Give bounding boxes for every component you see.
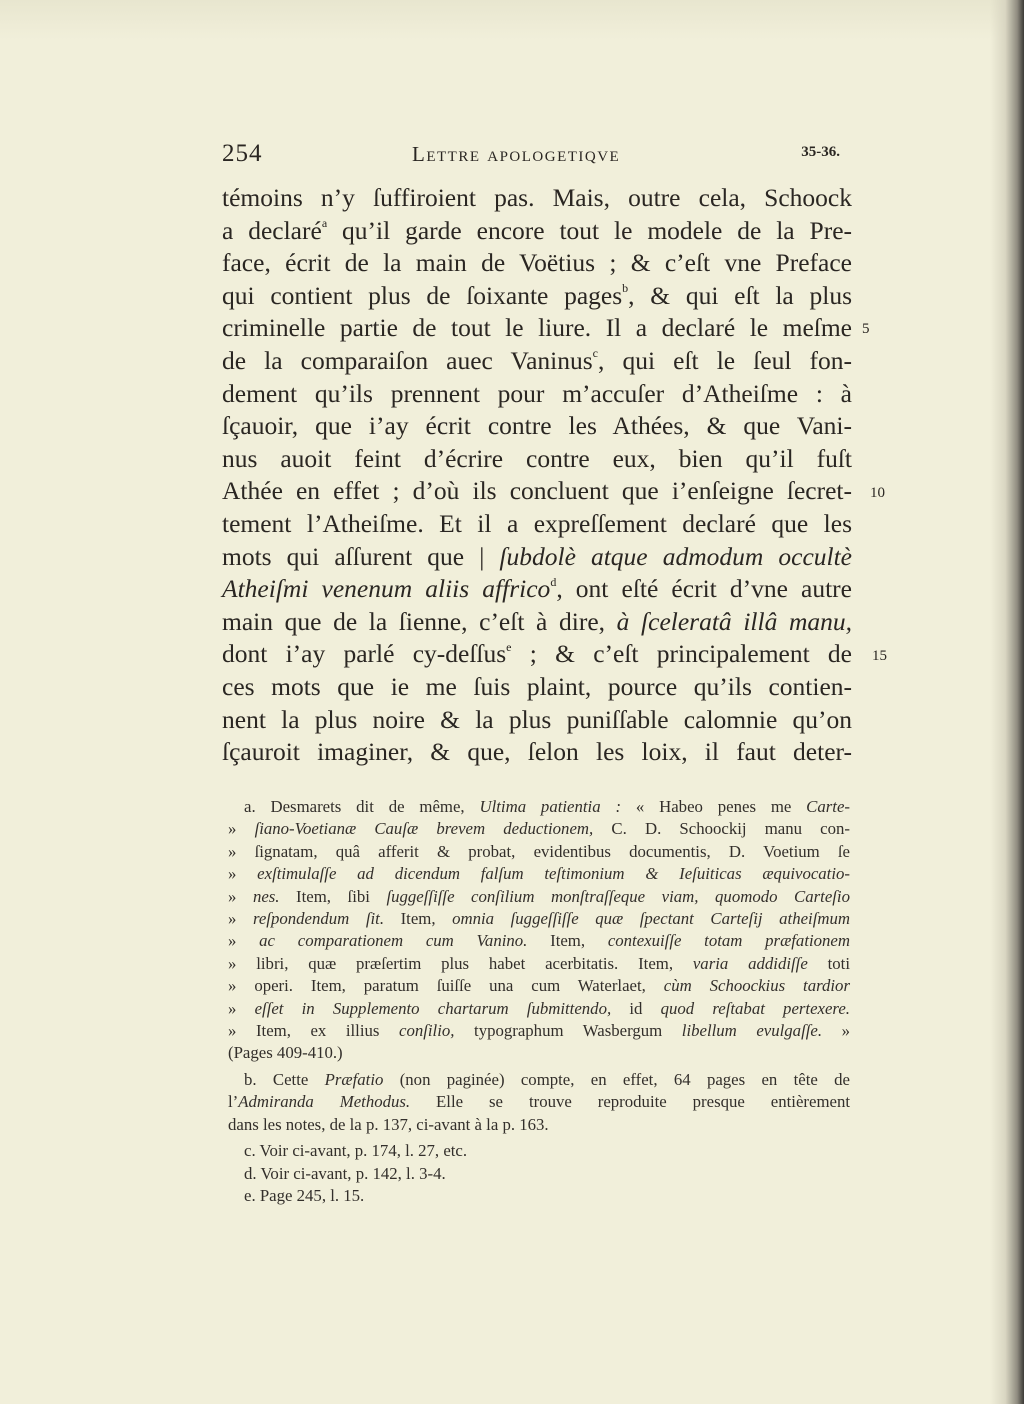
running-head: [222, 140, 842, 170]
text-line: ſçauoir, que i’ay écrit contre les Athées, & que Vani-: [222, 411, 852, 441]
page-number: 254: [222, 140, 263, 167]
text-line: mots qui aſſurent que | ſubdolè atque admodum occultè: [222, 541, 852, 571]
article-range: 35-36.: [801, 144, 840, 160]
note-mark: d: [550, 574, 557, 589]
main-text: [222, 182, 852, 769]
note-mark: a: [321, 216, 328, 231]
text-line: Atheiſmi venenum aliis affrico$^d$, ont eſté écrit d’vne autre: [222, 574, 852, 604]
text-line: face, écrit de la main de Voëtius ; & c’eſt vne Preface: [222, 248, 852, 278]
footnotes: [228, 796, 850, 1207]
text-line: tement l’Atheiſme. Et il a expreſſement declaré que les: [222, 508, 852, 538]
line-number: 15: [872, 648, 887, 664]
text-line: de la comparaiſon auec Vaninus$^c$, qui eſt le ſeul fon-: [222, 345, 852, 375]
text-line: criminelle partie de tout le liure. Il a declaré le meſme: [222, 313, 852, 343]
note-mark: e: [506, 639, 512, 654]
text-line: ſçauroit imaginer, & que, ſelon les loix, il faut deter-: [222, 737, 852, 767]
footnote-c: c. Voir ci-avant, p. 174, l. 27, etc.: [244, 1141, 468, 1161]
text-line: Athée en effet ; d’où ils concluent que i’enſeigne ſecret-: [222, 476, 852, 506]
text-line: main que de la ſienne, c’eſt à dire, à ſceleratâ illâ manu,: [222, 606, 852, 636]
text-line: qui contient plus de ſoixante pages$^b$, & qui eſt la plus: [222, 280, 852, 310]
text-line: nus auoit feint d’écrire contre eux, bien qu’il fuſt: [222, 443, 852, 473]
text-line: ces mots que ie me ſuis plaint, pource qu’ils contien-: [222, 671, 852, 701]
footnote-a: a. Desmarets dit de même, Ultima patientia : « Habeo penes me Carte- » ſiano-Voetianæ Cauſæ brevem deductionem, C. D. Schoockij manu con- » ſignatam, quâ afferit & probat, evidentibus documentis, D. Voetium ſe » exſtimulaſſe ad dicendum falſum teſtimonium & Ieſuiticas æquivocatio- » nes. Item, ſibi ſuggeſſiſſe conſilium monſtraſſeque viam, quomodo Carteſio » reſpondendum ſit. Item, omnia ſuggeſſiſſe quæ ſpectant Carteſij atheiſmum » ac comparationem cum Vanino. Item, contexuiſſe totam præfationem » libri, quæ præſertim plus habet acerbitatis. Item, varia addidiſſe toti » operi. Item, paratum ſuiſſe una cum Waterlaet, cùm Schoockius tardior » eſſet in Supplemento chartarum ſubmittendo, id quod reſtabat pertexere. » Item, ex illius conſilio, typographum Wasbergum libellum evulgaſſe. » (Pages 409-410.): [228, 797, 851, 1063]
running-title: Lettre apologetiqve: [412, 142, 621, 166]
footnote-e: e. Page 245, l. 15.: [244, 1185, 365, 1205]
line-number: 5: [862, 321, 870, 337]
line-number: 10: [870, 485, 885, 501]
footnote-b: b. Cette Præfatio (non paginée) compte, en effet, 64 pages en tête de l’Admiranda Methodus. Elle se trouve reproduite presque entièrement dans les notes, de la p. 137, ci-avant à la p. 163.: [228, 1069, 850, 1134]
page-edge-shadow: [990, 0, 1024, 1404]
footnote-d: d. Voir ci-avant, p. 142, l. 3-4.: [244, 1163, 446, 1183]
text-line: dont i’ay parlé cy-deſſus$^e$ ; & c’eſt principalement de: [222, 639, 852, 669]
note-mark: b: [622, 281, 629, 296]
text-line: témoins n’y ſuffiroient pas. Mais, outre cela, Schoock: [222, 183, 852, 212]
page-top-shading: [0, 0, 1024, 40]
text-line: nent la plus noire & la plus puniſſable calomnie qu’on: [222, 704, 852, 734]
text-line: a declaré$^a$ qu’il garde encore tout le modele de la Pre-: [222, 215, 853, 245]
note-mark: c: [592, 346, 598, 361]
text-line: dement qu’ils prennent pour m’accuſer d’Atheiſme : à: [222, 378, 852, 408]
